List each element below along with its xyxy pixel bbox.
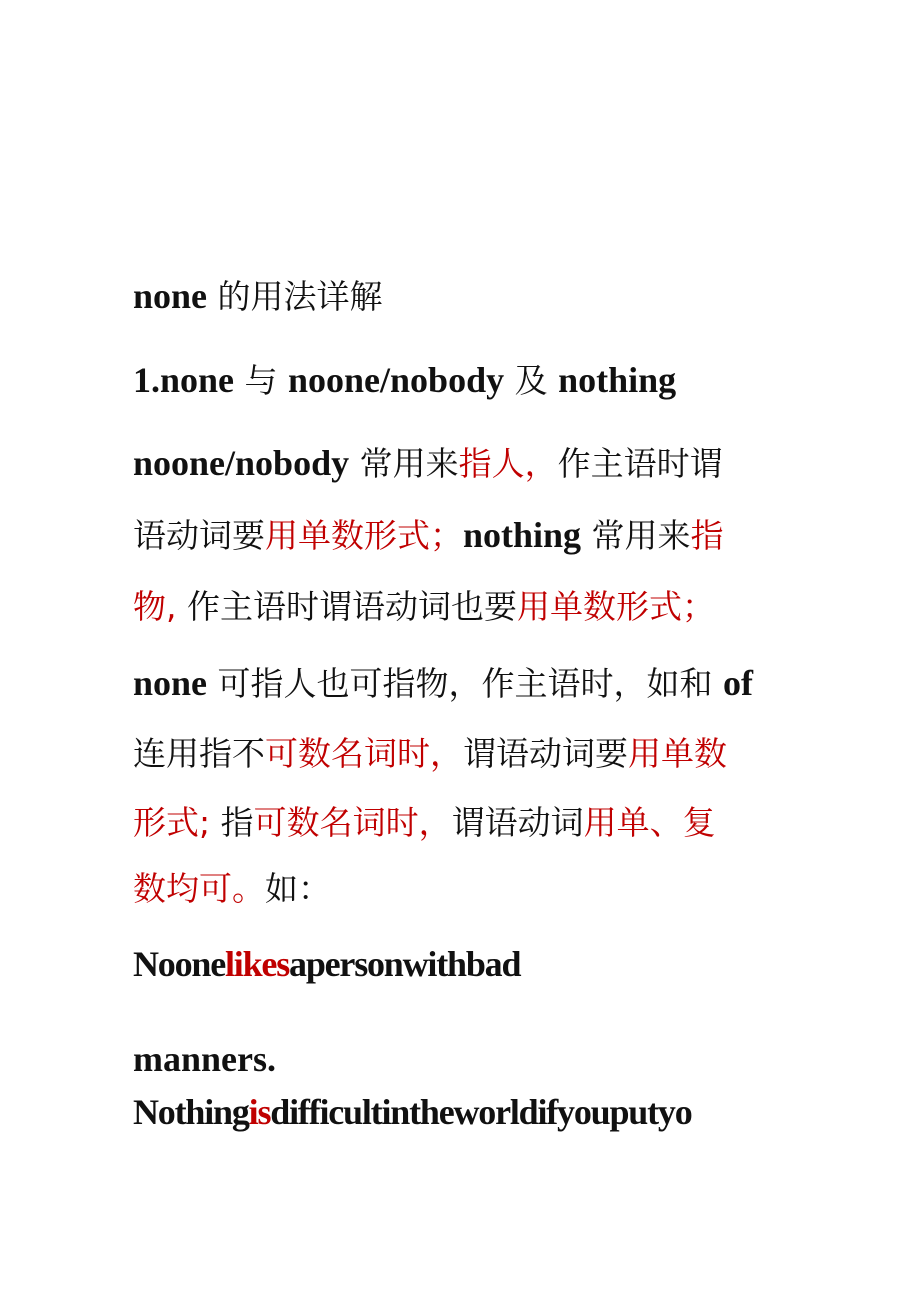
text-run: 语动词要 — [133, 516, 265, 555]
text-run: noone/nobody — [133, 443, 350, 483]
highlighted-text: 指 — [690, 516, 724, 555]
example-sentence-line — [133, 1037, 276, 1081]
paragraph-line — [133, 441, 723, 486]
text-run: 常用来 — [581, 516, 691, 555]
text-run: 作主语时谓 — [557, 444, 723, 483]
text-run: 谓语动词要 — [463, 734, 628, 773]
text-run: difficultintheworldifyouputyo — [270, 1092, 692, 1132]
highlighted-text: 形式; — [133, 803, 211, 842]
document-title — [133, 274, 383, 319]
paragraph-line — [133, 731, 727, 776]
text-run: 及 — [504, 361, 559, 400]
highlighted-text: likes — [225, 944, 290, 984]
example-sentence-line — [133, 1090, 692, 1134]
highlighted-text: 可数名词时， — [253, 803, 452, 842]
text-run: nothing — [558, 360, 677, 400]
text-run: nothing — [463, 515, 582, 555]
section-heading — [133, 358, 676, 403]
highlighted-text: 用单、复 — [583, 803, 716, 842]
text-run: 的用法详解 — [207, 277, 383, 316]
text-run: 可指人也可指物，作主语时，如和 — [207, 664, 724, 703]
highlighted-text: 用单数形式； — [265, 516, 463, 555]
highlighted-text: 物, — [133, 587, 177, 626]
text-run: 指 — [210, 803, 254, 842]
text-run: none — [133, 276, 208, 316]
paragraph-line — [133, 661, 753, 706]
highlighted-text: 指人， — [458, 444, 558, 483]
text-run: apersonwithbad — [289, 944, 521, 984]
text-run: 如： — [265, 869, 331, 908]
text-run: Noone — [133, 944, 225, 984]
text-run: 1.none — [133, 360, 235, 400]
text-run: manners. — [133, 1039, 276, 1079]
highlighted-text: 用单数 — [628, 734, 727, 773]
highlighted-text: 用单数形式； — [517, 587, 715, 626]
highlighted-text: is — [248, 1092, 271, 1132]
text-run: 常用来 — [349, 444, 459, 483]
paragraph-line — [133, 584, 715, 629]
paragraph-line — [133, 513, 724, 558]
text-run: 连用指不 — [133, 734, 265, 773]
paragraph-line — [133, 800, 716, 845]
text-run: 与 — [234, 361, 289, 400]
highlighted-text: 数均可。 — [133, 869, 265, 908]
highlighted-text: 可数名词时， — [265, 734, 463, 773]
text-run: 作主语时谓语动词也要 — [176, 587, 517, 626]
example-sentence-line — [133, 942, 520, 986]
text-run: 谓语动词 — [451, 803, 584, 842]
text-run: Nothing — [133, 1092, 249, 1132]
text-run: none — [133, 663, 208, 703]
text-run: noone/nobody — [288, 360, 505, 400]
text-run: of — [723, 663, 754, 703]
paragraph-line — [133, 866, 331, 911]
